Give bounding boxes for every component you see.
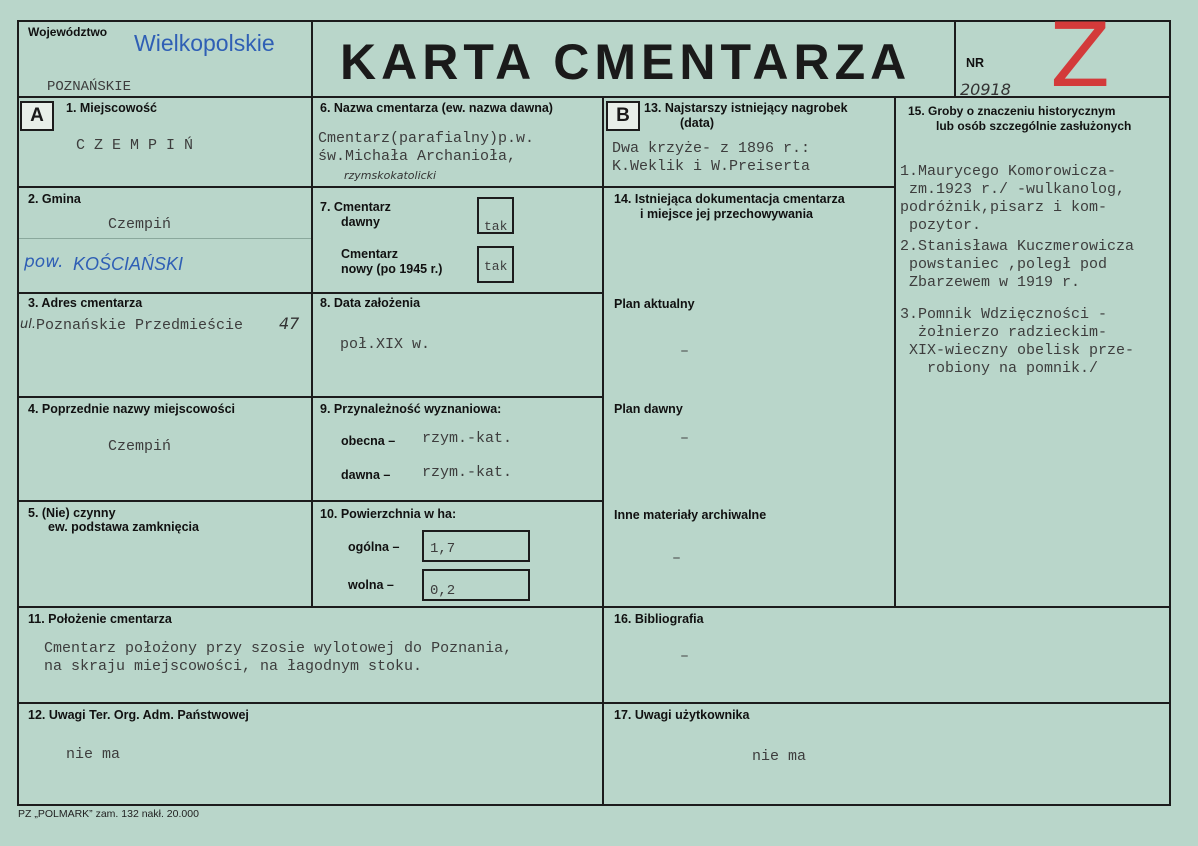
f14-label-1: 14. Istniejąca dokumentacja cmentarza <box>614 192 845 206</box>
f12-value: nie ma <box>66 746 121 763</box>
f3-number: 47 <box>279 314 300 333</box>
f11-label: 11. Położenie cmentarza <box>28 612 172 626</box>
f7-new-label-2: nowy (po 1945 r.) <box>341 262 443 276</box>
f2-label: 2. Gmina <box>28 192 81 206</box>
f13-line2: K.Weklik i W.Preiserta <box>612 158 811 175</box>
f8-value: poł.XIX w. <box>340 336 431 353</box>
f3-prefix: ul. <box>20 317 36 332</box>
section-b-letter: B <box>606 101 640 131</box>
header-sep-1 <box>311 20 313 98</box>
grave-3: 3.Pomnik Wdzięczności - żołnierzo radzieckim- XIX-wieczny obelisk prze- robiony na pomnik./ <box>900 306 1135 377</box>
archive-value: – <box>672 550 682 567</box>
f1-label: 1. Miejscowość <box>66 101 158 115</box>
f13-label-1: 13. Najstarszy istniejący nagrobek <box>644 101 848 115</box>
col-sep-1 <box>311 96 313 608</box>
nr-label: NR <box>966 56 985 70</box>
col-sep-2 <box>602 96 604 804</box>
f4-value: Czempiń <box>108 438 172 455</box>
f16-label: 16. Bibliografia <box>614 612 704 626</box>
f9-former-value: rzym.-kat. <box>422 464 513 481</box>
nr-value: 20918 <box>960 80 1011 99</box>
row-line-bottom-block <box>17 606 1171 608</box>
f8-label: 8. Data założenia <box>320 296 421 310</box>
f17-label: 17. Uwagi użytkownika <box>614 708 750 722</box>
col-sep-3 <box>894 96 896 608</box>
f10-free-value: 0,2 <box>430 583 456 599</box>
frame-left <box>17 20 19 806</box>
f6-line1: Cmentarz(parafialny)p.w. <box>318 130 535 147</box>
f5-label-1: 5. (Nie) czynny <box>28 506 116 520</box>
f17-value: nie ma <box>752 748 807 765</box>
f11-line1: Cmentarz położony przy szosie wylotowej do Poznania, <box>44 640 513 657</box>
f14-label-2: i miejsce jej przechowywania <box>640 207 813 221</box>
frame-right <box>1169 20 1171 806</box>
f1-value: C Z E M P I Ń <box>76 137 194 154</box>
f15-label-1: 15. Groby o znaczeniu historycznym <box>908 104 1116 118</box>
f10-total-value: 1,7 <box>430 541 456 557</box>
row-line-3 <box>17 292 604 294</box>
plan-old-value: – <box>680 430 690 447</box>
section-a-letter: A <box>20 101 54 131</box>
f3-value: Poznańskie Przedmieście <box>36 317 244 334</box>
b-col-line-14 <box>602 186 896 188</box>
f6-line2: św.Michała Archanioła, <box>318 148 517 165</box>
f12-label: 12. Uwagi Ter. Org. Adm. Państwowej <box>28 708 249 722</box>
frame-top <box>17 20 1171 22</box>
f5-label-2: ew. podstawa zamknięcia <box>48 520 199 534</box>
f9-former-label: dawna – <box>341 468 391 482</box>
row-line-4 <box>17 396 604 398</box>
f7-old-label-1: 7. Cmentarz <box>320 200 391 214</box>
f7-old-label-2: dawny <box>341 215 380 229</box>
f7-new-label-1: Cmentarz <box>341 247 398 261</box>
f4-label: 4. Poprzednie nazwy miejscowości <box>28 402 236 416</box>
frame-bottom <box>17 804 1171 806</box>
f10-total-label: ogólna – <box>348 540 400 554</box>
plan-current-value: – <box>680 343 690 360</box>
row-line-11 <box>17 702 1171 704</box>
f10-free-label: wolna – <box>348 578 394 592</box>
f2-powiat-stamp: KOŚCIAŃSKI <box>73 254 184 274</box>
f2-value: Czempiń <box>108 216 172 233</box>
row-line-1 <box>17 186 604 188</box>
plan-old-label: Plan dawny <box>614 402 683 416</box>
row-line-5 <box>17 500 604 502</box>
f9-label: 9. Przynależność wyznaniowa: <box>320 402 502 416</box>
wojewodztwo-stamp: Wielkopolskie <box>134 30 275 56</box>
wojewodztwo-old: POZNAŃSKIE <box>47 79 132 95</box>
header-sep-2 <box>954 20 956 98</box>
plan-current-label: Plan aktualny <box>614 297 695 311</box>
f13-label-2: (data) <box>680 116 715 130</box>
gmina-thin-line <box>19 238 311 239</box>
f9-current-value: rzym.-kat. <box>422 430 513 447</box>
f11-line2: na skraju miejscowości, na łagodnym stoku. <box>44 658 423 675</box>
grave-1: 1.Maurycego Komorowicza- zm.1923 r./ -wulkanolog, podróżnik,pisarz i kom- pozytor. <box>900 163 1126 234</box>
f9-current-label: obecna – <box>341 434 396 448</box>
f6-hand: rzymskokatolicki <box>344 169 437 182</box>
grave-2: 2.Stanisława Kuczmerowicza powstaniec ,poległ pod Zbarzewem w 1919 r. <box>900 238 1135 291</box>
f10-label: 10. Powierzchnia w ha: <box>320 507 457 521</box>
f15-label-2: lub osób szczególnie zasłużonych <box>936 119 1132 133</box>
page-title: KARTA CMENTARZA <box>340 34 912 90</box>
f2-pow: pow. <box>24 252 64 272</box>
f7-new-value: tak <box>484 259 508 274</box>
f3-label: 3. Adres cmentarza <box>28 296 143 310</box>
wojewodztwo-label: Województwo <box>28 25 108 39</box>
archive-label: Inne materiały archiwalne <box>614 508 767 522</box>
f16-value: – <box>680 648 690 665</box>
f7-old-value: tak <box>484 219 508 234</box>
printer-footer: PZ „POLMARK” zam. 132 nakł. 20.000 <box>18 808 199 820</box>
z-mark: Z <box>1050 4 1111 107</box>
f13-line1: Dwa krzyże- z 1896 r.: <box>612 140 811 157</box>
f6-label: 6. Nazwa cmentarza (ew. nazwa dawna) <box>320 101 553 115</box>
